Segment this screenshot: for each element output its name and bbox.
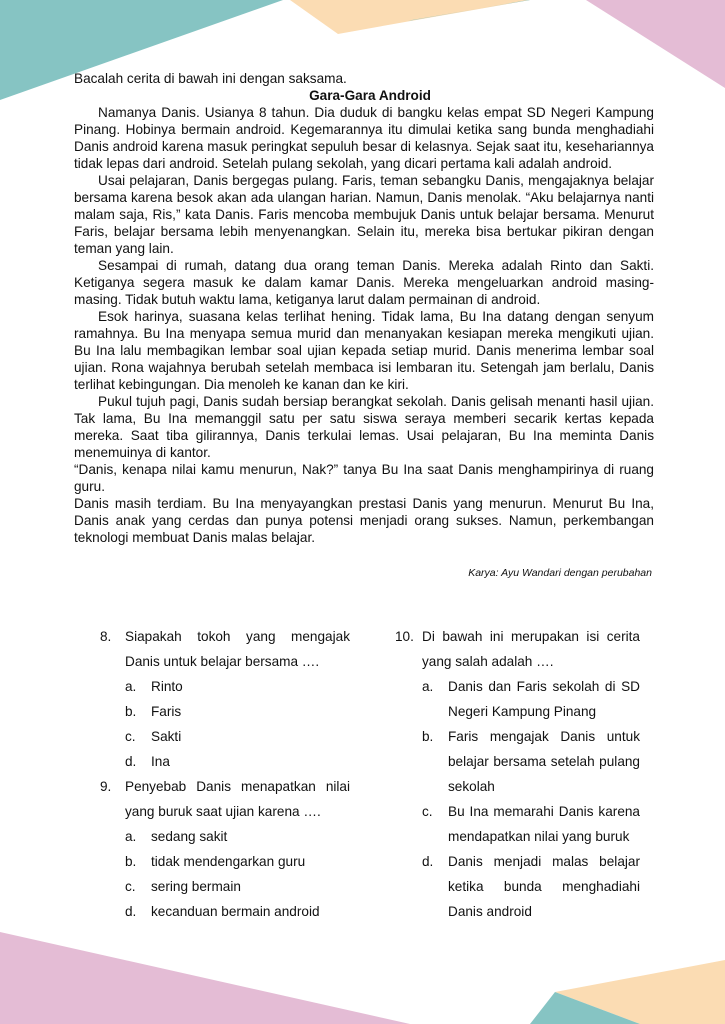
- story-paragraph: Namanya Danis. Usianya 8 tahun. Dia duduk di bangku kelas empat SD Negeri Kampung Pinang. Hobinya bermain android. Kegemarannya itu dimulai ketika sang bunda menghadiahi Danis android karena masuk peringkat sepuluh besar di kelasnya. Sejak saat itu, kesehariannya tidak lepas dari android. Setelah pulang sekolah, yang dicari pertama kali adalah android.: [74, 105, 654, 171]
- option-a[interactable]: [422, 674, 645, 724]
- question-number: 9.: [100, 779, 112, 794]
- option-label: d.: [422, 854, 434, 869]
- option-label: c.: [125, 729, 136, 744]
- option-text: tidak mendengarkan guru: [151, 854, 306, 869]
- option-label: b.: [422, 729, 434, 744]
- option-label: b.: [125, 704, 137, 719]
- option-c[interactable]: [422, 799, 645, 849]
- option-d[interactable]: [125, 749, 350, 774]
- story-paragraph: Usai pelajaran, Danis bergegas pulang. Faris, teman sebangku Danis, mengajaknya belajar bersama karena besok akan ada ulangan harian. Namun, Danis menolak. “Aku belajarnya nanti malam saja, Ris,” kata Danis. Faris mencoba membujuk Danis untuk belajar bersama. Menurut Faris, belajar bersama lebih menyenangkan. Selain itu, mereka bisa bertukar pikiran dengan teman yang lain.: [74, 173, 654, 256]
- options-list: [422, 674, 645, 924]
- question-text: Penyebab Danis menapatkan nilai yang buruk saat ujian karena ….: [125, 779, 350, 819]
- story-paragraph: Danis masih terdiam. Bu Ina menyayangkan prestasi Danis yang menurun. Menurut Bu Ina, Danis anak yang cerdas dan punya potensi menjadi orang sukses. Namun, perkembangan teknologi membuat Danis malas belajar.: [74, 496, 654, 545]
- option-text: Danis menjadi malas belajar ketika bunda menghadiahi Danis android: [448, 854, 640, 919]
- question-text: Siapakah tokoh yang mengajak Danis untuk belajar bersama ….: [125, 629, 350, 669]
- option-b[interactable]: [422, 724, 645, 799]
- option-text: kecanduan bermain android: [151, 904, 320, 919]
- option-label: a.: [422, 679, 434, 694]
- questions-right-column: [395, 624, 645, 924]
- option-label: d.: [125, 904, 137, 919]
- option-d[interactable]: [125, 899, 350, 924]
- option-text: sedang sakit: [151, 829, 228, 844]
- question-10: [395, 624, 645, 924]
- option-text: sering bermain: [151, 879, 241, 894]
- options-list: [125, 674, 350, 774]
- story-paragraph: “Danis, kenapa nilai kamu menurun, Nak?” tanya Bu Ina saat Danis menghampirinya di ruang guru.: [74, 462, 654, 494]
- question-9: [100, 774, 350, 924]
- story-paragraph: Sesampai di rumah, datang dua orang teman Danis. Mereka adalah Rinto dan Sakti. Ketiganya segera masuk ke dalam kamar Danis. Mereka mengeluarkan android masing-masing. Tidak butuh waktu lama, ketiganya larut dalam permainan di android.: [74, 258, 654, 307]
- options-list: [125, 824, 350, 924]
- option-c[interactable]: [125, 724, 350, 749]
- decor-pink-bottom-left: [0, 932, 410, 1024]
- option-text: Faris mengajak Danis untuk belajar bersama setelah pulang sekolah: [448, 729, 640, 794]
- story-title: Gara-Gara Android: [309, 88, 431, 103]
- question-8: [100, 624, 350, 774]
- option-label: a.: [125, 679, 137, 694]
- option-text: Ina: [151, 754, 170, 769]
- story-body: [74, 104, 654, 546]
- option-d[interactable]: [422, 849, 645, 924]
- reading-section: [74, 70, 654, 580]
- story-paragraph: Pukul tujuh pagi, Danis sudah bersiap berangkat sekolah. Danis gelisah menanti hasil ujian. Tak lama, Bu Ina memanggil satu per satu siswa seraya memberi secarik kertas kepada mereka. Saat tiba gilirannya, Danis terkulai lemas. Usai pelajaran, Bu Ina meminta Danis menemuinya di kantor.: [74, 394, 654, 460]
- question-number: 10.: [395, 629, 414, 644]
- option-text: Danis dan Faris sekolah di SD Negeri Kampung Pinang: [448, 679, 640, 719]
- story-paragraph: Esok harinya, suasana kelas terlihat hening. Tidak lama, Bu Ina datang dengan senyum ramahnya. Bu Ina menyapa semua murid dan menanyakan kesiapan mereka mengikuti ujian. Bu Ina lalu membagikan lembar soal ujian kepada setiap murid. Danis menerima lembar soal ujian. Rona wajahnya berubah setelah membaca isi lembaran itu. Setengah jam berlalu, Danis terlihat kebingungan. Dia menoleh ke kanan dan ke kiri.: [74, 309, 654, 392]
- question-text: Di bawah ini merupakan isi cerita yang salah adalah ….: [422, 629, 640, 669]
- option-label: b.: [125, 854, 137, 869]
- questions-left-column: [100, 624, 350, 924]
- option-text: Sakti: [151, 729, 182, 744]
- option-c[interactable]: [125, 874, 350, 899]
- option-a[interactable]: [125, 674, 350, 699]
- option-label: c.: [125, 879, 136, 894]
- option-b[interactable]: [125, 849, 350, 874]
- option-text: Rinto: [151, 679, 183, 694]
- option-text: Bu Ina memarahi Danis karena mendapatkan nilai yang buruk: [448, 804, 640, 844]
- story-credit: Karya: Ayu Wandari dengan perubahan: [468, 567, 652, 579]
- option-label: d.: [125, 754, 137, 769]
- question-number: 8.: [100, 629, 112, 644]
- option-a[interactable]: [125, 824, 350, 849]
- option-label: a.: [125, 829, 137, 844]
- option-b[interactable]: [125, 699, 350, 724]
- instruction-text: Bacalah cerita di bawah ini dengan saksama.: [74, 71, 347, 86]
- option-text: Faris: [151, 704, 182, 719]
- option-label: c.: [422, 804, 433, 819]
